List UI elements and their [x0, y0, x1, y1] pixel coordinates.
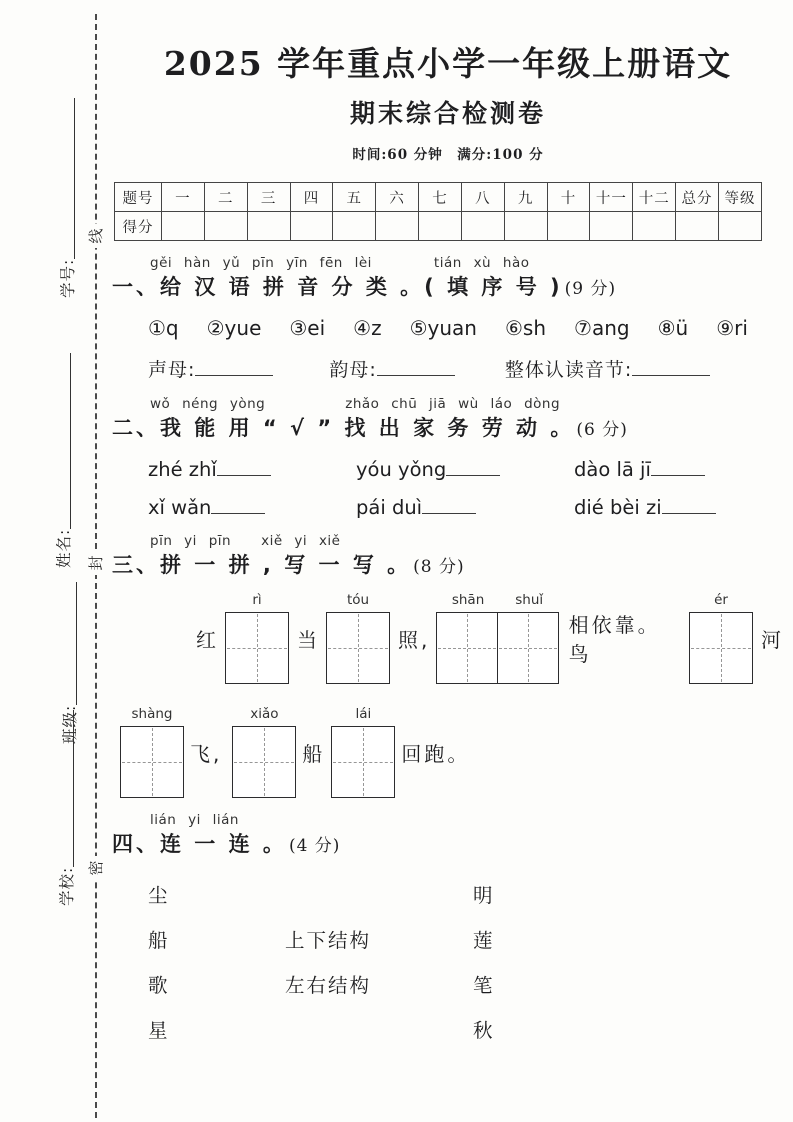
- seal-char-xian: 线: [84, 224, 108, 248]
- pinyin-annotation: wǒ néng yòng: [150, 396, 266, 413]
- tianzige-box: [326, 612, 390, 684]
- option-item: ⑥sh: [504, 316, 547, 341]
- chore-pinyin: xǐ wǎn: [148, 495, 212, 519]
- question-2-points: (6 分): [576, 420, 628, 441]
- score-header-cell: 五: [333, 183, 376, 212]
- tianzige-group: [326, 592, 390, 684]
- match-left-item: 船: [148, 929, 168, 953]
- question-3: [112, 533, 784, 798]
- finals-label: 韵母:: [329, 359, 377, 382]
- pinyin-annotation: pīn yi pīn: [150, 532, 232, 549]
- score-header-cell: 四: [290, 183, 333, 212]
- question-4-text: 四、连 一 连 。: [112, 832, 287, 857]
- option-item: ④z: [353, 316, 382, 341]
- pinyin-annotation: xiě yi xiě: [261, 532, 341, 549]
- sentence-text: 回跑。: [401, 741, 471, 766]
- score-header-cell: 十一: [590, 183, 633, 212]
- tianzige-group: [689, 592, 753, 684]
- school-label: 学校:: [58, 866, 76, 906]
- matching-grid: [148, 872, 784, 1052]
- pinyin-annotation: zhǎo chū jiā wù láo dòng: [345, 396, 561, 413]
- sentence-text: 相依靠。鸟: [568, 613, 661, 667]
- score-empty-cell: [333, 212, 376, 241]
- student-name-blank-line: [70, 353, 71, 529]
- pinyin-annotation: lián yi lián: [150, 812, 239, 829]
- score-empty-cell: [162, 212, 205, 241]
- score-row-label: 得分: [115, 212, 162, 241]
- tianzige-double-box: [436, 612, 558, 684]
- match-right-item: 莲: [473, 929, 493, 953]
- tianzige-group: [225, 592, 289, 684]
- score-header-row: [115, 183, 762, 212]
- chore-item: [356, 496, 574, 519]
- score-header-cell: 二: [204, 183, 247, 212]
- question-1-options: [148, 316, 748, 340]
- question-2: [112, 396, 784, 518]
- score-header-cell: 十二: [633, 183, 676, 212]
- structure-label-top-bottom: 上下结构: [285, 929, 372, 953]
- chore-pinyin: yóu yǒng: [356, 457, 447, 481]
- chore-pinyin: pái duì: [356, 495, 423, 519]
- score-header-cell: 一: [162, 183, 205, 212]
- box-pinyin: shuǐ: [515, 592, 544, 609]
- finals-blank: [329, 355, 454, 382]
- tianzige-group: [331, 706, 395, 798]
- box-pinyin: rì: [252, 592, 262, 609]
- tianzige-box: [232, 726, 296, 798]
- chore-item: [574, 458, 784, 481]
- score-header-cell: 十: [547, 183, 590, 212]
- option-item: ③ei: [289, 316, 326, 341]
- option-item: ⑨ri: [716, 316, 748, 341]
- option-item: ②yue: [206, 316, 262, 341]
- score-header-cell: 等级: [718, 183, 761, 212]
- score-header-cell: 六: [376, 183, 419, 212]
- question-2-pinyin: [112, 396, 784, 412]
- chore-pinyin: zhé zhǐ: [148, 457, 217, 481]
- question-3-points: (8 分): [413, 556, 465, 577]
- question-3-title: [112, 551, 784, 580]
- question-4-points: (4 分): [288, 836, 341, 857]
- question-4-pinyin: [112, 812, 784, 828]
- writing-row-2: [120, 706, 784, 798]
- option-item: ⑧ü: [657, 316, 689, 341]
- score-empty-cell: [419, 212, 462, 241]
- score-empty-cell: [376, 212, 419, 241]
- score-empty-cell: [504, 212, 547, 241]
- tianzige-box: [225, 612, 289, 684]
- answer-blank-line: [632, 361, 710, 376]
- question-4-title: [112, 830, 784, 859]
- sentence-text: 河: [761, 627, 784, 652]
- score-value-row: [115, 212, 762, 241]
- pinyin-annotation: tián xù hào: [433, 255, 530, 271]
- check-blank-line: [211, 499, 265, 514]
- answer-blank-line: [195, 361, 273, 376]
- box-pinyin: shàng: [131, 706, 173, 723]
- student-id-label: 学号:: [59, 258, 77, 298]
- score-empty-cell: [247, 212, 290, 241]
- match-left-item: 歌: [148, 974, 168, 998]
- question-2-text: 二、我 能 用 “ √ ” 找 出 家 务 劳 动 。: [112, 416, 575, 441]
- tianzige-double-group: [436, 592, 558, 684]
- score-empty-cell: [590, 212, 633, 241]
- tianzige-box: [497, 612, 559, 684]
- score-empty-cell: [676, 212, 719, 241]
- tianzige-box: [689, 612, 753, 684]
- tianzige-group: [120, 706, 184, 798]
- check-blank-line: [662, 499, 716, 514]
- sentence-text: 当: [297, 627, 320, 652]
- match-left-item: 星: [148, 1019, 168, 1043]
- sentence-text: 船: [302, 741, 326, 766]
- school-field: [55, 710, 77, 906]
- question-2-title: [112, 414, 784, 443]
- initials-label: 声母:: [148, 359, 196, 382]
- student-id-field: [56, 98, 78, 298]
- score-table: [114, 182, 762, 241]
- score-header-cell: 题号: [115, 183, 162, 212]
- chore-pinyin: dào lā jī: [574, 457, 651, 481]
- chore-item: [148, 496, 356, 519]
- score-header-cell: 八: [461, 183, 504, 212]
- score-empty-cell: [633, 212, 676, 241]
- student-name-field: [52, 353, 74, 568]
- tianzige-group: [232, 706, 296, 798]
- chore-item: [574, 496, 784, 519]
- question-1-blanks: [148, 355, 784, 382]
- score-empty-cell: [718, 212, 761, 241]
- seal-char-feng: 封: [84, 551, 108, 575]
- match-left-item: 尘: [148, 884, 168, 908]
- score-empty-cell: [204, 212, 247, 241]
- whole-syllable-label: 整体认读音节:: [504, 359, 633, 382]
- check-blank-line: [651, 461, 705, 476]
- answer-blank-line: [377, 361, 455, 376]
- initials-blank: [148, 355, 273, 382]
- score-empty-cell: [290, 212, 333, 241]
- question-1-pinyin: [112, 255, 784, 271]
- check-blank-line: [217, 461, 271, 476]
- chore-item: [148, 458, 356, 481]
- school-blank-line: [73, 710, 74, 867]
- chore-pinyin: dié bèi zi: [574, 495, 662, 519]
- score-header-cell: 总分: [676, 183, 719, 212]
- structure-label-left-right: 左右结构: [285, 974, 372, 998]
- match-right-item: 明: [473, 884, 493, 908]
- box-pinyin: shān: [451, 592, 485, 609]
- tianzige-box: [436, 612, 498, 684]
- exam-meta: 时间:60 分钟 满分:100 分: [352, 147, 544, 163]
- question-1-points: (9 分): [564, 279, 617, 299]
- question-3-pinyin: [112, 533, 784, 549]
- box-pinyin: ér: [714, 592, 728, 609]
- sentence-text: 飞,: [190, 741, 223, 766]
- check-blank-line: [446, 461, 500, 476]
- tianzige-box: [120, 726, 184, 798]
- page-title: 2025 学年重点小学一年级上册语文: [163, 44, 733, 83]
- sentence-text: 照,: [398, 627, 431, 652]
- class-label: 班级:: [61, 704, 79, 744]
- score-header-cell: 九: [504, 183, 547, 212]
- sentence-text: 红: [196, 627, 219, 652]
- check-blank-line: [422, 499, 476, 514]
- option-item: ⑦ang: [574, 316, 630, 341]
- tianzige-box: [331, 726, 395, 798]
- question-1-text: 一、给 汉 语 拼 音 分 类 。( 填 序 号 ): [112, 275, 563, 299]
- match-right-item: 笔: [473, 974, 493, 998]
- student-id-blank-line: [74, 98, 75, 259]
- student-name-label: 姓名:: [55, 528, 73, 568]
- box-pinyin: xiǎo: [250, 706, 279, 723]
- option-item: ⑤yuan: [409, 316, 477, 341]
- box-pinyin: tóu: [346, 592, 370, 609]
- score-header-cell: 三: [247, 183, 290, 212]
- option-item: ①q: [148, 316, 179, 341]
- question-4: [112, 812, 784, 1051]
- question-3-text: 三、拼 一 拼 , 写 一 写 。: [112, 552, 412, 577]
- score-header-cell: 七: [419, 183, 462, 212]
- page-subtitle: 期末综合检测卷: [349, 99, 546, 128]
- box-pinyin: lái: [355, 706, 372, 723]
- pinyin-annotation: gěi hàn yǔ pīn yīn fēn lèi: [150, 255, 372, 271]
- seal-char-mi: 密: [84, 856, 108, 880]
- whole-syllable-blank: [505, 355, 710, 382]
- question-1: [112, 255, 784, 382]
- writing-row-1: [196, 592, 784, 684]
- box-pinyin-pair: [436, 592, 558, 608]
- exam-content: [112, 0, 784, 1052]
- question-1-title: [112, 273, 784, 302]
- score-empty-cell: [461, 212, 504, 241]
- chore-item: [356, 458, 574, 481]
- match-right-item: 秋: [473, 1019, 493, 1043]
- question-2-items: [148, 458, 784, 519]
- score-empty-cell: [547, 212, 590, 241]
- class-blank-line: [76, 582, 77, 705]
